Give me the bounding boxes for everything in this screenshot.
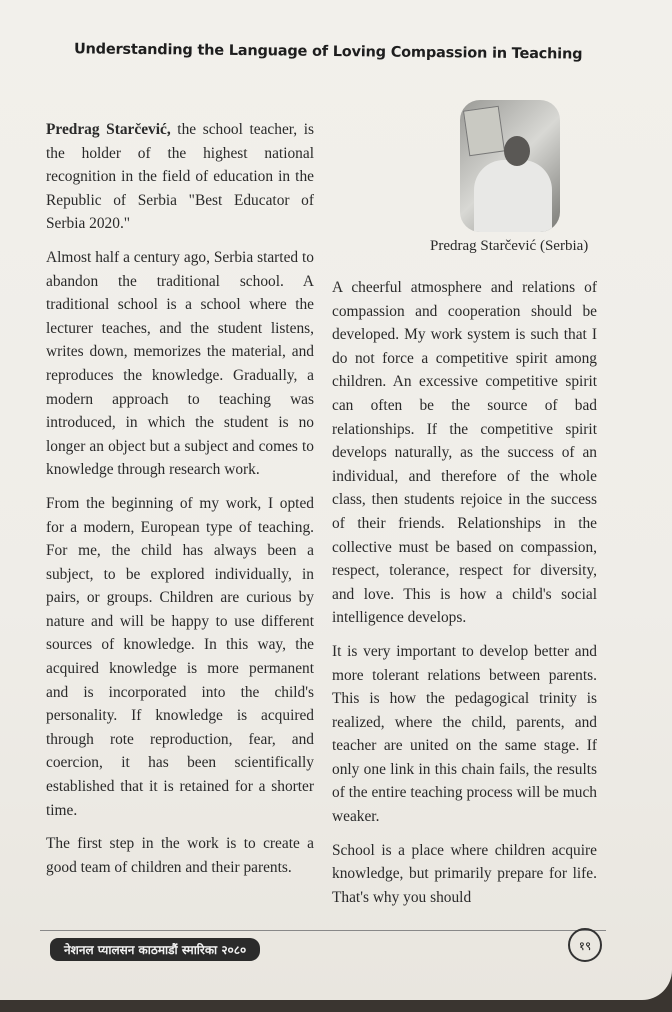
- paragraph: School is a place where children acquire knowledge, but primarily prepare for life. That's why you should: [332, 841, 597, 906]
- paragraph: Almost half a century ago, Serbia started to abandon the traditional school. A traditional school is a school where the lecturer teaches, and the student listens, writes down, memorizes the material, and reproduces the knowledge. Gradually, a modern approach to teaching was introduced, in which the student is no longer an object but a subject and comes to knowledge through research work.: [46, 248, 314, 479]
- person-head-image: [504, 136, 530, 166]
- page-number: १९: [568, 928, 602, 962]
- right-column: [332, 276, 597, 919]
- author-name: Predrag Starčević,: [46, 121, 171, 138]
- left-column: [46, 118, 314, 889]
- intro-paragraph: [46, 118, 314, 236]
- footer-divider: [40, 930, 606, 931]
- intro-text: the school teacher, is the holder of the highest national recognition in the field of education in the Republic of Serbia "Best Educator of Serbia 2020.": [46, 121, 314, 233]
- publication-name: नेशनल प्यालसन काठमाडौं स्मारिका २०८०: [50, 938, 260, 961]
- article-title: Understanding the Language of Loving Compassion in Teaching: [73, 41, 583, 63]
- paragraph: A cheerful atmosphere and relations of compassion and cooperation should be developed. My work system is such that I do not force a competitive spirit among children. An excessive competitive spirit can often be the source of bad relationships. If the competitive spirit develops naturally, as the success of an individual, and therefore of the whole class, then students rejoice in the success of their friends. Relationships in the collective must be based on compassion, respect, tolerance, respect for diversity, and love. This is how a child's social intelligence develops.: [332, 279, 597, 627]
- person-coat-image: [474, 160, 552, 232]
- paragraph: It is very important to develop better and more tolerant relations between parents. This is how the pedagogical trinity is realized, where the child, parents, and teacher are united on the same stage. If only one link in this chain fails, the results of the entire teaching process will be much weaker.: [332, 642, 597, 826]
- photo-caption: Predrag Starčević (Serbia): [430, 238, 589, 254]
- author-photo: [460, 100, 560, 232]
- paragraph: The first step in the work is to create a good team of children and their parents.: [46, 835, 314, 876]
- magazine-image: [463, 106, 505, 157]
- paragraph: From the beginning of my work, I opted for a modern, European type of teaching. For me, the child has always been a subject, to be explored individually, in pairs, or groups. Children are curious by nature and will be happy to use different sources of knowledge. In this way, the acquired knowledge is more permanent and is incorporated into the child's personality. If knowledge is acquired through rote reproduction, fear, and coercion, it has been scientifically established that it is retained for a shorter time.: [46, 494, 314, 819]
